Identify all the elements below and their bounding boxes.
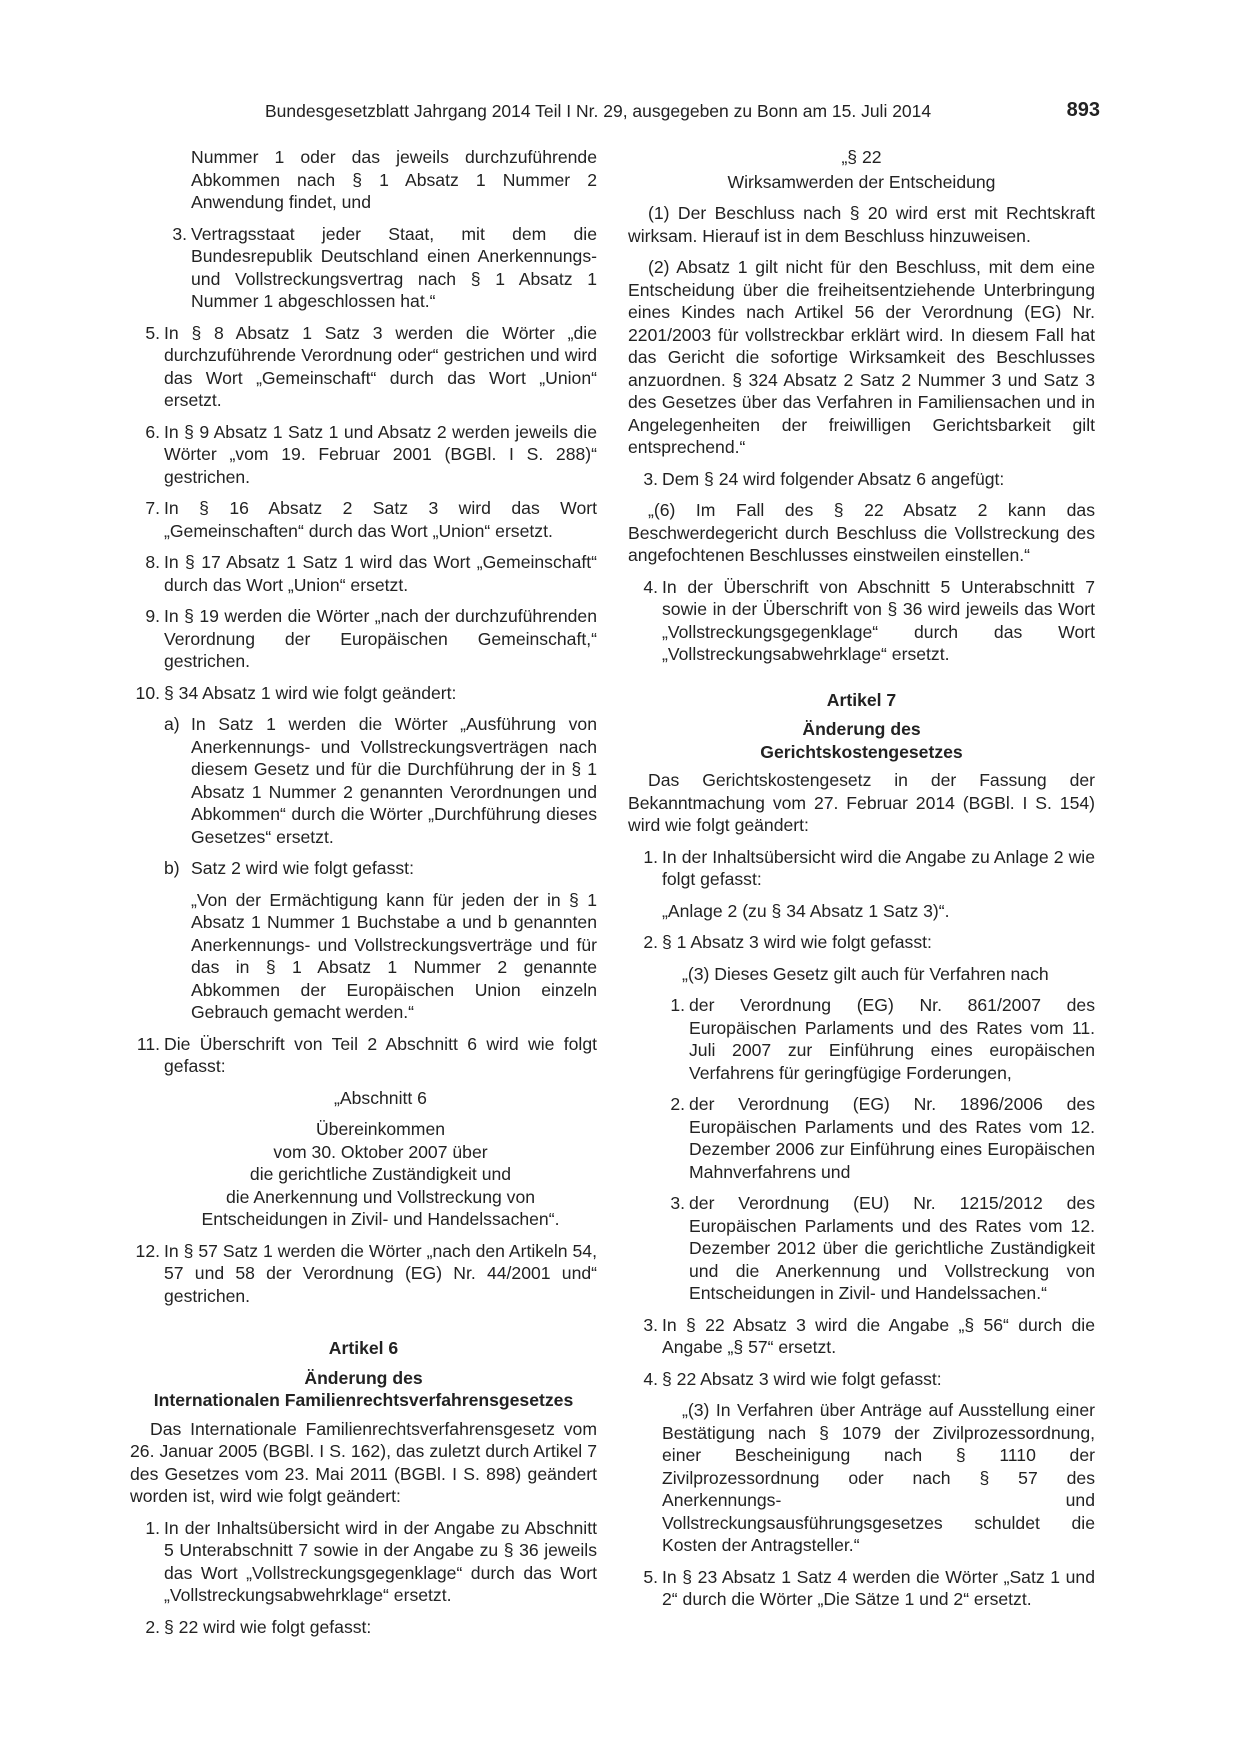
quoted-text: „(3) Dieses Gesetz gilt auch für Verfahren nach [682, 963, 1049, 984]
item-number: 10. [135, 682, 160, 703]
list-item [130, 682, 597, 705]
list-item [130, 497, 597, 542]
sub-item-letter: b) [164, 858, 180, 878]
item-number: 7. [145, 498, 160, 518]
item-number: 4. [643, 576, 658, 597]
sub-item-letter: a) [164, 714, 180, 734]
page-number: 893 [1066, 99, 1100, 121]
article-heading: Artikel 6 [328, 1338, 399, 1358]
right-column [628, 146, 1095, 1620]
item-text: In der Inhaltsübersicht wird in der Angabe zu Abschnitt 5 Unterabschnitt 7 sowie in der Angabe zu § 36 jeweils das Wort „Vollstreckungsgegenklage“ durch das Wort „Vollstreckungsabwehrklage“ ersetzt. [164, 1517, 597, 1605]
sub-item [130, 713, 597, 848]
list-item [628, 1093, 1095, 1183]
continued-text: Nummer 1 oder das jeweils durchzuführende Abkommen nach § 1 Absatz 1 Nummer 2 Anwendung findet, und [191, 147, 597, 212]
item-text: In § 16 Absatz 2 Satz 3 wird das Wort „Gemeinschaften“ durch das Wort „Union“ ersetzt. [164, 498, 597, 541]
list-item [628, 1368, 1095, 1391]
list-item [628, 994, 1095, 1084]
article-intro: Das Gerichtskostengesetz in der Fassung der Bekanntmachung vom 27. Februar 2014 (BGBl. I S. 154) wird wie folgt geändert: [628, 770, 1095, 835]
list-item [628, 468, 1095, 491]
item-text: der Verordnung (EU) Nr. 1215/2012 des Europäischen Parlaments und des Rates vom 12. Dezember 2012 über die gerichtliche Zuständigkeit und die Anerkennung und Vollstreckung von Entscheidungen in Zivil- und Handelssachen.“ [689, 1193, 1095, 1303]
item-text: In der Inhaltsübersicht wird die Angabe zu Anlage 2 wie folgt gefasst: [662, 846, 1095, 889]
item-text: In § 17 Absatz 1 Satz 1 wird das Wort „Gemeinschaft“ durch das Wort „Union“ ersetzt. [164, 552, 597, 595]
item-text: der Verordnung (EG) Nr. 861/2007 des Europäischen Parlaments und des Rates vom 11. Juli 2007 zur Einführung eines europäischen Verfahrens für geringfügige Forderungen, [689, 995, 1095, 1083]
item-text: der Verordnung (EG) Nr. 1896/2006 des Europäischen Parlaments und des Rates vom 12. Dezember 2006 zur Einführung eines Europäischen Mahnverfahrens und [689, 1094, 1095, 1182]
list-item [628, 931, 1095, 954]
quoted-title-line: Übereinkommen [315, 1119, 446, 1139]
list-item [130, 421, 597, 489]
article-title-line: Änderung des [802, 719, 921, 739]
page-header [130, 101, 1100, 125]
item-text: § 22 Absatz 3 wird wie folgt gefasst: [662, 1368, 942, 1389]
item-number: 8. [145, 552, 160, 572]
item-number: 6. [145, 421, 160, 442]
article-title-line: Änderung des [304, 1367, 423, 1388]
item-text: In § 9 Absatz 1 Satz 1 und Absatz 2 werden jeweils die Wörter „vom 19. Februar 2001 (BGBl. I S. 288)“ gestrichen. [164, 421, 597, 487]
list-item [130, 322, 597, 412]
list-item [628, 1566, 1095, 1611]
quoted-title-line: Entscheidungen in Zivil- und Handelssachen“. [201, 1209, 560, 1229]
left-column [130, 146, 597, 1647]
quoted-title [130, 1118, 597, 1231]
list-item [130, 551, 597, 596]
quoted-title-line: die gerichtliche Zuständigkeit und [249, 1164, 512, 1184]
list-item [130, 1240, 597, 1308]
list-item [628, 1192, 1095, 1305]
item-number: 1. [643, 846, 658, 867]
sub-item [130, 857, 597, 880]
section-title: Wirksamwerden der Entscheidung [727, 171, 996, 192]
quoted-title-line: vom 30. Oktober 2007 über [273, 1141, 488, 1162]
list-item [130, 223, 597, 313]
item-text: § 22 wird wie folgt gefasst: [164, 1616, 372, 1637]
item-text: Die Überschrift von Teil 2 Abschnitt 6 wird wie folgt gefasst: [164, 1033, 597, 1076]
item-text: In § 8 Absatz 1 Satz 3 werden die Wörter „die durchzuführende Verordnung oder“ gestrichen und wird das Wort „Gemeinschaft“ durch das Wort „Union“ ersetzt. [164, 322, 597, 410]
article-title [628, 718, 1095, 763]
paragraph: (1) Der Beschluss nach § 20 wird erst mit Rechtskraft wirksam. Hierauf ist in dem Beschluss hinzuweisen. [628, 203, 1095, 246]
header-title: Bundesgesetzblatt Jahrgang 2014 Teil I Nr. 29, ausgegeben zu Bonn am 15. Juli 2014 [265, 101, 932, 121]
item-text: In § 22 Absatz 3 wird die Angabe „§ 56“ durch die Angabe „§ 57“ ersetzt. [662, 1314, 1095, 1357]
section-heading: „§ 22 [841, 147, 882, 167]
item-number: 3. [172, 223, 187, 244]
item-text: In § 23 Absatz 1 Satz 4 werden die Wörter „Satz 1 und 2“ durch die Wörter „Die Sätze 1 und 2“ ersetzt. [662, 1566, 1095, 1609]
item-number: 3. [643, 468, 658, 489]
article-title-line: Gerichtskostengesetzes [760, 741, 963, 762]
sub-item-text: In Satz 1 werden die Wörter „Ausführung von Anerkennungs- und Vollstreckungsverträgen nach diesem Gesetz und für die Durchführung der in § 1 Absatz 1 Nummer 2 genannten Verordnungen und Abkommen“ durch die Wörter „Durchführung dieses Gesetzes“ ersetzt. [191, 714, 597, 847]
list-item [628, 1314, 1095, 1359]
item-text: § 34 Absatz 1 wird wie folgt geändert: [164, 682, 457, 703]
article-title [130, 1367, 597, 1412]
item-number: 4. [643, 1368, 658, 1389]
quoted-text: „(6) Im Fall des § 22 Absatz 2 kann das Beschwerdegericht durch Beschluss die Vollstreckung des angefochtenen Beschlusses einstweilen einstellen.“ [628, 500, 1095, 565]
item-text: § 1 Absatz 3 wird wie folgt gefasst: [662, 932, 932, 952]
article-title-line: Internationalen Familienrechtsverfahrensgesetzes [153, 1390, 574, 1410]
item-number: 3. [670, 1193, 685, 1213]
article-heading: Artikel 7 [826, 689, 897, 710]
quoted-title-line: die Anerkennung und Vollstreckung von [225, 1186, 536, 1207]
item-text: In der Überschrift von Abschnitt 5 Unterabschnitt 7 sowie in der Überschrift von § 36 wird jeweils das Wort „Vollstreckungsgegenklage“ durch das Wort „Vollstreckungsabwehrklage“ ersetzt. [662, 576, 1095, 664]
item-number: 2. [643, 932, 658, 952]
article-intro: Das Internationale Familienrechtsverfahrensgesetz vom 26. Januar 2005 (BGBl. I S. 162), das zuletzt durch Artikel 7 des Gesetzes vom 23. Mai 2011 (BGBl. I S. 898) geändert worden ist, wird wie folgt geändert: [130, 1418, 597, 1506]
list-item [628, 576, 1095, 666]
list-item [130, 1033, 597, 1078]
quoted-heading: „Abschnitt 6 [334, 1087, 427, 1108]
quoted-text: „Anlage 2 (zu § 34 Absatz 1 Satz 3)“. [662, 900, 950, 921]
item-number: 5. [145, 322, 160, 343]
item-number: 9. [145, 606, 160, 626]
list-item [130, 1517, 597, 1607]
item-text: Vertragsstaat jeder Staat, mit dem die Bundesrepublik Deutschland einen Anerkennungs- und Vollstreckungsvertrag nach § 1 Absatz 1 Nummer 1 abgeschlossen hat.“ [191, 223, 597, 311]
item-text: In § 19 werden die Wörter „nach der durchzuführenden Verordnung der Europäischen Gemeinschaft,“ gestrichen. [164, 606, 597, 671]
list-item [130, 605, 597, 673]
item-number: 2. [145, 1616, 160, 1637]
item-number: 1. [670, 995, 685, 1015]
list-item [628, 846, 1095, 891]
quoted-text: „(3) In Verfahren über Anträge auf Ausstellung einer Bestätigung nach § 1079 der Zivilprozessordnung, einer Bescheinigung nach § 1110 der Zivilprozessordnung oder nach § 57 des Anerkennungs- und Vollstreckungsausführungsgesetzes schuldet die Kosten der Antragsteller.“ [662, 1400, 1095, 1555]
item-number: 5. [643, 1566, 658, 1587]
item-text: Dem § 24 wird folgender Absatz 6 angefügt: [662, 468, 1005, 489]
item-number: 1. [145, 1517, 160, 1538]
item-text: In § 57 Satz 1 werden die Wörter „nach den Artikeln 54, 57 und 58 der Verordnung (EG) Nr. 44/2001 und“ gestrichen. [164, 1240, 597, 1306]
item-number: 11. [136, 1033, 160, 1054]
item-number: 2. [670, 1094, 685, 1114]
item-number: 12. [135, 1240, 160, 1261]
item-number: 3. [643, 1314, 658, 1335]
quoted-text: „Von der Ermächtigung kann für jeden der in § 1 Absatz 1 Nummer 1 Buchstabe a und b genannten Anerkennungs- und Vollstreckungsverträge und für das in § 1 Absatz 1 Nummer 2 genannte Abkommen der Europäischen Union einzeln Gebrauch gemacht werden.“ [191, 889, 597, 1022]
list-item [130, 1616, 597, 1639]
sub-item-text: Satz 2 wird wie folgt gefasst: [191, 858, 414, 878]
paragraph: (2) Absatz 1 gilt nicht für den Beschluss, mit dem eine Entscheidung über die freiheitsentziehende Unterbringung eines Kindes nach Artikel 56 der Verordnung (EG) Nr. 2201/2003 für vollstreckbar erklärt wird. In diesem Fall hat das Gericht die sofortige Wirksamkeit des Beschlusses anzuordnen. § 324 Absatz 2 Satz 2 Nummer 3 und Satz 3 des Gesetzes über das Verfahren in Familiensachen und in Angelegenheiten der freiwilligen Gerichtsbarkeit gilt entsprechend.“ [628, 257, 1095, 457]
